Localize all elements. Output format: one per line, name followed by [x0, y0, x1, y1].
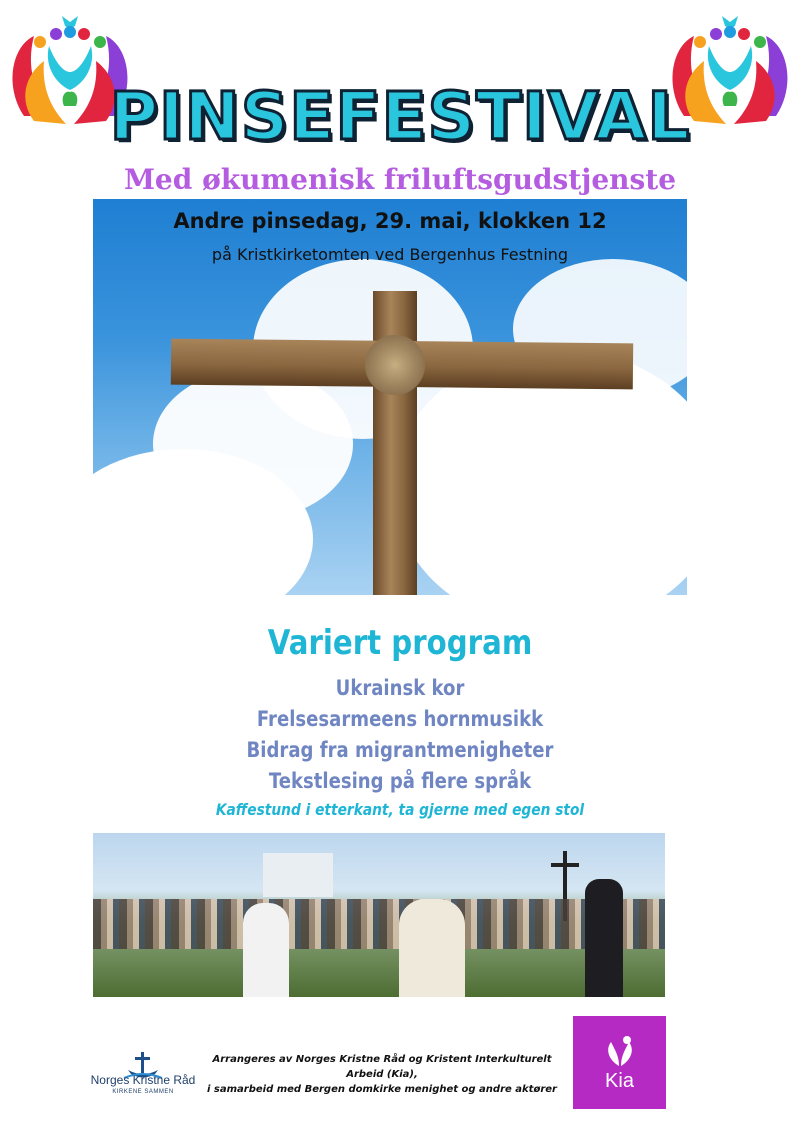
kia-logo: [573, 1016, 666, 1109]
kia-name: Kia: [605, 1070, 634, 1092]
program-heading: Variert program: [267, 623, 533, 663]
cross-sky-image: [93, 199, 687, 595]
credit-line: Arrangeres av Norges Kristne Råd og Kristent Interkulturelt Arbeid (Kia),: [212, 1054, 552, 1080]
event-location: på Kristkirketomten ved Bergenhus Festning: [211, 245, 569, 264]
festival-title: PINSEFESTIVAL: [109, 78, 691, 155]
program-item: Tekstlesing på flere språk: [268, 769, 532, 793]
crowd: [93, 899, 665, 949]
priest-figure: [399, 899, 465, 997]
outdoor-service-photo: [93, 833, 665, 997]
festival-subtitle: Med økumenisk friluftsgudstjenste: [123, 163, 677, 196]
program-item: Bidrag fra migrantmenigheter: [246, 738, 554, 762]
nkr-name: Norges Kristne Råd: [90, 1073, 196, 1087]
cross-bar: [551, 863, 579, 867]
nun-figure: [243, 903, 289, 997]
organizer-credit: [196, 1052, 568, 1097]
speaker-figure: [585, 879, 623, 997]
ship: [263, 853, 333, 897]
program-item: Ukrainsk kor: [335, 676, 465, 700]
leaf-icon: [603, 1034, 637, 1068]
nkr-tagline: KIRKENE SAMMEN: [112, 1089, 174, 1095]
event-date-time: Andre pinsedag, 29. mai, klokken 12: [173, 209, 607, 233]
credit-line: i samarbeid med Bergen domkirke menighet og andre aktører: [207, 1084, 557, 1095]
program-item: Frelsesarmeens hornmusikk: [256, 707, 544, 731]
rope-knot: [365, 335, 425, 395]
program-note: Kaffestund i etterkant, ta gjerne med egen stol: [215, 800, 585, 819]
